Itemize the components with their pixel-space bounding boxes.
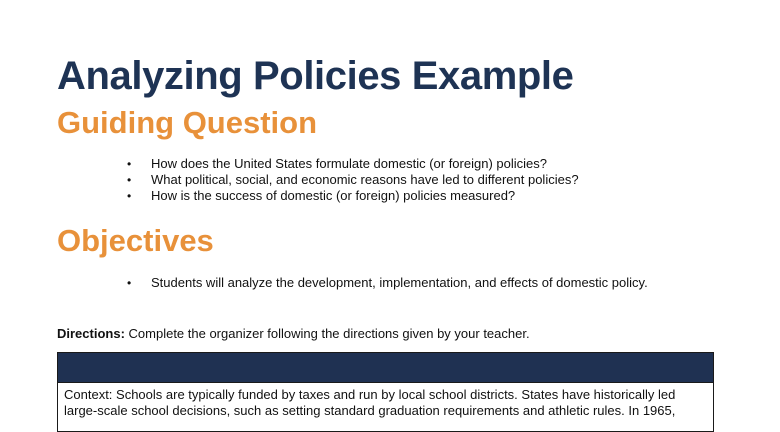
objectives-list xyxy=(0,275,780,291)
list-item-text: Students will analyze the development, implementation, and effects of domestic policy. xyxy=(151,275,648,290)
directions-label: Directions: xyxy=(57,326,125,341)
directions xyxy=(57,326,530,342)
list-item-text: What political, social, and economic reasons have led to different policies? xyxy=(151,172,579,187)
guiding-question-heading: Guiding Question xyxy=(57,105,318,140)
list-item-text: How is the success of domestic (or foreign) policies measured? xyxy=(151,188,516,203)
guiding-question-list xyxy=(0,156,780,204)
directions-text: Complete the organizer following the directions given by your teacher. xyxy=(124,326,530,341)
bullet-icon: • xyxy=(127,189,132,203)
list-item xyxy=(0,188,780,204)
page-title: Analyzing Policies Example xyxy=(57,54,574,98)
list-item xyxy=(0,275,780,291)
list-item-text: How does the United States formulate domestic (or foreign) policies? xyxy=(151,156,547,171)
organizer-context: Context: Schools are typically funded by taxes and run by local school districts. States have historically led large-scale school decisions, such as setting standard graduation requirements and athletic rules. In 1965, xyxy=(64,387,676,418)
organizer-table xyxy=(57,352,714,432)
bullet-icon: • xyxy=(127,173,132,187)
list-item xyxy=(0,156,780,172)
objectives-heading: Objectives xyxy=(57,223,214,258)
bullet-icon: • xyxy=(127,157,132,171)
list-item xyxy=(0,172,780,188)
organizer-header xyxy=(58,353,713,383)
bullet-icon: • xyxy=(127,276,132,290)
